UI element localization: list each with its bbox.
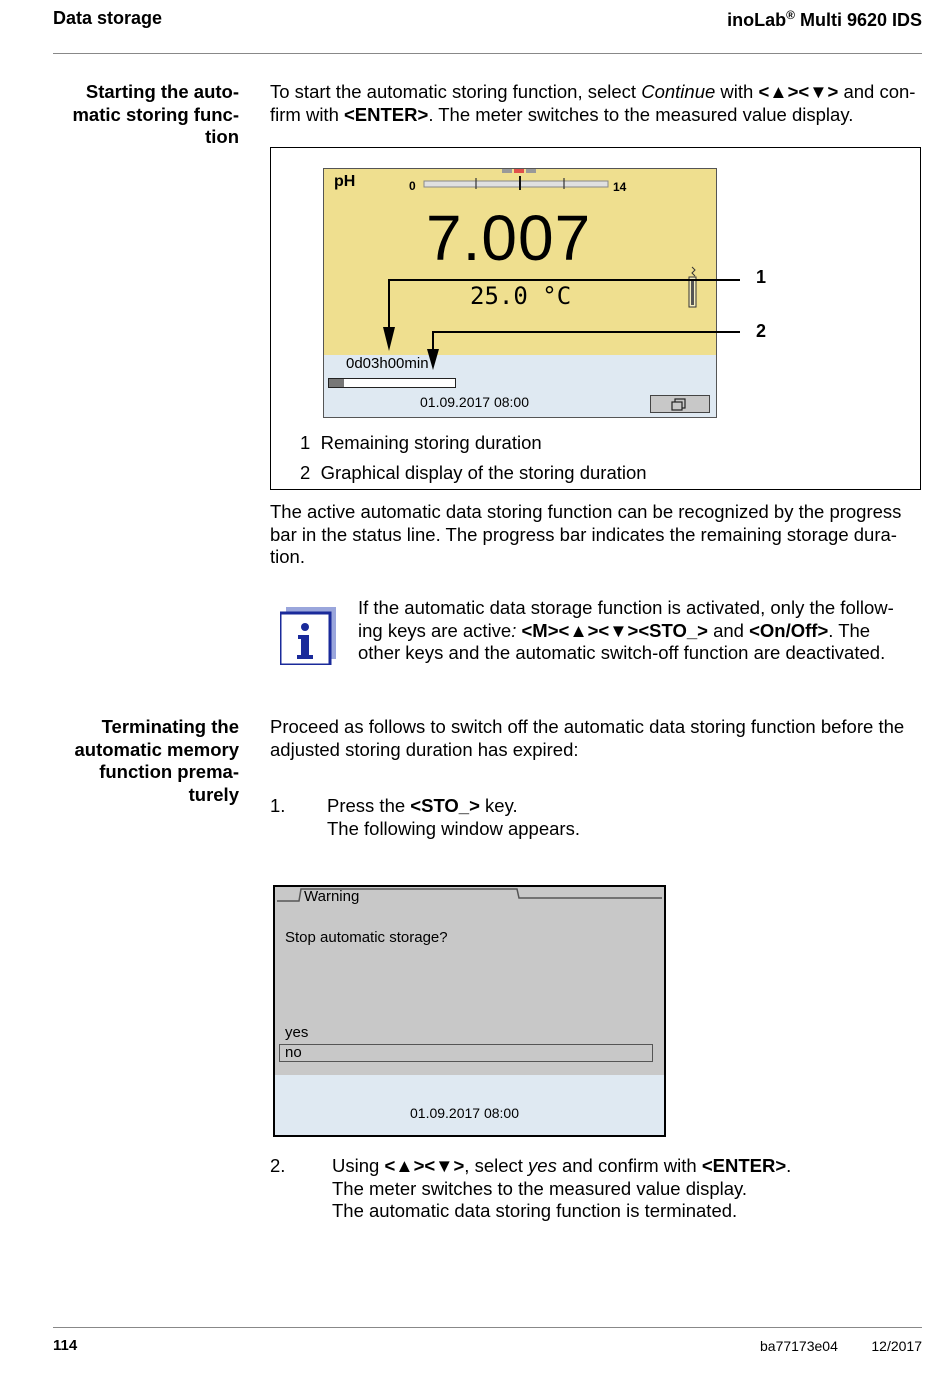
sto-key: <STO_> <box>410 795 480 816</box>
callout-label-2: 2 <box>756 321 767 341</box>
parameter-label: pH <box>334 173 356 190</box>
callout-lines <box>375 265 775 385</box>
text-line: The meter switches to the measured value display. <box>332 1177 748 1199</box>
legend-number: 1 <box>300 432 311 453</box>
callout-arrow-1 <box>383 327 395 351</box>
enter-key: <ENTER> <box>344 103 429 125</box>
progress-bar-description <box>270 501 930 569</box>
text: and confirm with <box>556 1155 702 1176</box>
display-datetime: 01.09.2017 08:00 <box>420 394 529 410</box>
legend-text: Graphical display of the storing duration <box>320 462 647 483</box>
arrow-keys: <▲><▼> <box>758 81 839 102</box>
warning-dialog <box>273 885 666 1137</box>
text-line: tion. <box>270 546 305 567</box>
text-line: The active automatic data storing function can be recognized by the progress <box>270 501 902 522</box>
text-line: Proceed as follows to switch off the automatic data storing function before the <box>270 716 905 737</box>
step-2-number: 2. <box>270 1155 286 1176</box>
remaining-duration: 0d03h00min <box>346 355 429 372</box>
scale-marker-left <box>502 169 512 173</box>
window-switch-button[interactable] <box>650 395 710 413</box>
section-heading-start-storing <box>30 81 239 149</box>
text-line: If the automatic data storage function is activated, only the follow- <box>358 597 894 618</box>
step-1-number: 1. <box>270 795 286 816</box>
heading-line: Terminating the <box>101 716 239 737</box>
heading-line: turely <box>188 783 239 805</box>
document-code: ba77173e04 <box>760 1338 838 1354</box>
dialog-datetime: 01.09.2017 08:00 <box>410 1105 519 1121</box>
dialog-option-no[interactable]: no <box>279 1044 653 1062</box>
header-model: Multi 9620 IDS <box>794 10 922 30</box>
measured-value: 7.007 <box>426 202 592 274</box>
heading-line: automatic memory <box>74 738 239 760</box>
callout-line-1 <box>389 280 740 333</box>
header-product-name <box>727 8 922 31</box>
text-line: bar in the status line. The progress bar indicates the remaining storage dura- <box>270 523 897 545</box>
text: . The meter switches to the measured value display. <box>428 103 854 125</box>
info-note <box>358 597 928 665</box>
heading-line: Starting the auto- <box>85 81 239 102</box>
heading-line: tion <box>205 126 239 147</box>
enter-key: <ENTER> <box>701 1155 787 1176</box>
section-heading-terminate-storing <box>30 716 239 806</box>
step-2-text <box>332 1155 932 1223</box>
active-keys: <M><▲><▼><STO_> <box>521 619 708 641</box>
heading-line: function prema- <box>99 761 239 782</box>
page-number: 114 <box>53 1337 78 1354</box>
text-line: The automatic data storing function is terminated. <box>332 1200 738 1221</box>
window-stack-icon <box>651 396 709 412</box>
info-icon <box>280 607 336 665</box>
ph-scale-bar <box>422 169 612 193</box>
temperature-value: 25.0 °C <box>470 282 572 310</box>
yes-option: yes <box>528 1155 557 1176</box>
text: and con- <box>838 81 916 102</box>
dialog-message: Stop automatic storage? <box>285 929 448 946</box>
dialog-title: Warning <box>304 888 360 905</box>
callout-arrow-2 <box>427 349 439 370</box>
header-section-title: Data storage <box>53 8 163 28</box>
scale-max: 14 <box>613 180 627 194</box>
text: . The <box>828 619 871 641</box>
dialog-option-yes[interactable]: yes <box>285 1024 309 1041</box>
scale-marker-center <box>514 169 524 173</box>
step-1-text <box>327 795 927 840</box>
legend-item-2 <box>300 462 647 485</box>
header-rule <box>53 53 922 54</box>
terminate-intro <box>270 716 930 761</box>
text: ing keys are active <box>358 619 512 641</box>
text-line: adjusted storing duration has expired: <box>270 738 579 760</box>
text: firm with <box>270 103 344 125</box>
text: with <box>715 81 759 102</box>
on-off-key: <On/Off> <box>749 619 829 641</box>
text-line: other keys and the automatic switch-off function are deactivated. <box>358 642 886 663</box>
continue-option: Continue <box>641 81 716 102</box>
legend-item-1 <box>300 432 542 455</box>
text: Press the <box>327 795 411 816</box>
text: . <box>786 1155 792 1176</box>
scale-min: 0 <box>409 179 416 193</box>
text: , select <box>464 1155 529 1176</box>
text: To start the automatic storing function, select <box>270 81 642 102</box>
text: and <box>707 619 750 641</box>
footer-rule <box>53 1327 922 1328</box>
scale-marker-right <box>526 169 536 173</box>
legend-text: Remaining storing duration <box>320 432 542 453</box>
text-line: The following window appears. <box>327 817 580 839</box>
text: Using <box>332 1155 385 1176</box>
arrow-keys: <▲><▼> <box>384 1155 465 1176</box>
text: : <box>511 619 522 641</box>
start-instructions <box>270 81 930 126</box>
document-date: 12/2017 <box>871 1338 922 1354</box>
header-registered-mark: ® <box>786 8 795 22</box>
storage-progress-fill <box>329 379 344 387</box>
text: key. <box>479 795 518 816</box>
scale-track <box>424 181 608 187</box>
callout-label-1: 1 <box>756 267 767 287</box>
legend-number: 2 <box>300 462 311 483</box>
heading-line: matic storing func- <box>72 103 239 125</box>
header-brand: inoLab <box>727 10 787 30</box>
callout-line-2 <box>433 332 740 353</box>
